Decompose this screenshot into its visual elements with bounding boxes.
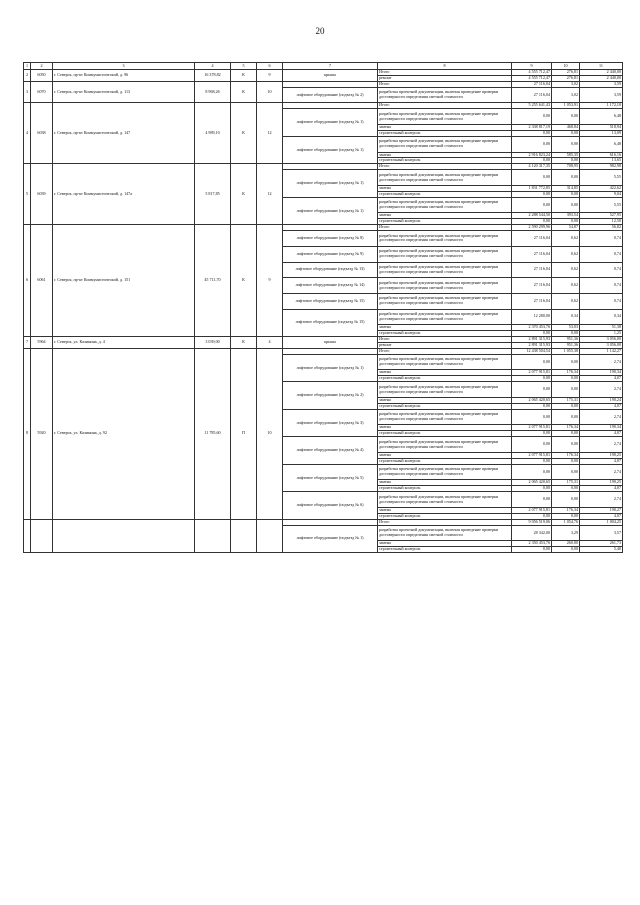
house-code: 6061 xyxy=(31,225,53,337)
cost-per-sqm: 0,00 xyxy=(552,458,580,464)
column-number: 3 xyxy=(53,63,195,70)
table-row xyxy=(24,337,623,343)
cost-limit: 0,74 xyxy=(580,262,623,278)
work-description: строительный контроль xyxy=(378,219,512,225)
work-description: Итого xyxy=(378,519,512,525)
work-description: замена xyxy=(378,452,512,458)
cost-per-sqm: 0,00 xyxy=(552,492,580,508)
house-code: 6039 xyxy=(31,164,53,225)
house-area: 4 989,10 xyxy=(195,103,231,164)
cost-total: 2 590 299,96 xyxy=(512,225,552,231)
house-code xyxy=(31,519,53,552)
cost-limit: 190,25 xyxy=(580,452,623,458)
cost-total: 2 077 915,81 xyxy=(512,452,552,458)
work-description: Итого xyxy=(378,348,512,354)
cost-limit: 5,55 xyxy=(580,170,623,186)
work-description: разработка проектной документации, включая проведение проверки достоверности определения сметной стоимости xyxy=(378,492,512,508)
work-description: замена xyxy=(378,152,512,158)
column-number: 1 xyxy=(24,63,31,70)
work-type: крыша xyxy=(283,70,378,82)
cost-per-sqm: 176,34 xyxy=(552,452,580,458)
floors-count: 9 xyxy=(257,70,283,82)
cost-per-sqm: 0,00 xyxy=(552,219,580,225)
house-area: 5 817,85 xyxy=(195,164,231,225)
cost-per-sqm: 276,81 xyxy=(552,70,580,76)
wall-type: К xyxy=(231,164,257,225)
cost-per-sqm: 1 054,76 xyxy=(552,519,580,525)
cost-limit: 190,27 xyxy=(580,507,623,513)
work-description: разработка проектной документации, включая проведение проверки достоверности определения сметной стоимости xyxy=(378,136,512,152)
cost-per-sqm: 0,00 xyxy=(552,409,580,425)
cost-limit: 3,57 xyxy=(580,525,623,541)
work-type: лифтовое оборудование (подъезд № 6) xyxy=(283,492,378,520)
cost-per-sqm: 0,00 xyxy=(552,136,580,152)
cost-total: 2 916 823,24 xyxy=(512,152,552,158)
cost-total: 0,00 xyxy=(512,547,552,553)
cost-total: 2 338 817,19 xyxy=(512,125,552,131)
wall-type: П xyxy=(231,348,257,519)
cost-total: 0,00 xyxy=(512,513,552,519)
row-number xyxy=(24,519,31,552)
cost-total: 2 065 420,65 xyxy=(512,480,552,486)
cost-total: 0,00 xyxy=(512,109,552,125)
cost-per-sqm: 0,00 xyxy=(552,109,580,125)
cost-per-sqm: 585,35 xyxy=(552,152,580,158)
floors-count: 12 xyxy=(257,103,283,164)
house-code: 6038 xyxy=(31,103,53,164)
cost-total: 4 555 712,47 xyxy=(512,75,552,81)
cost-total: 0,00 xyxy=(512,409,552,425)
cost-total: 0,00 xyxy=(512,376,552,382)
cost-limit: 190,34 xyxy=(580,425,623,431)
cost-limit: 0,74 xyxy=(580,231,623,247)
cost-limit: 527,95 xyxy=(580,213,623,219)
house-address: г. Северск, пр-кт Коммунистический, д. 151 xyxy=(53,225,195,337)
wall-type: К xyxy=(231,81,257,103)
cost-per-sqm: 0,62 xyxy=(552,293,580,309)
work-type: лифтовое оборудование (подъезд № 1) xyxy=(283,170,378,198)
work-description: разработка проектной документации, включая проведение проверки достоверности определения сметной стоимости xyxy=(378,525,512,541)
cost-limit: 5,55 xyxy=(580,197,623,213)
cost-limit: 0,74 xyxy=(580,293,623,309)
wall-type xyxy=(231,519,257,552)
cost-total: 0,00 xyxy=(512,170,552,186)
cost-per-sqm: 314,85 xyxy=(552,185,580,191)
row-number: 5 xyxy=(24,164,31,225)
cost-limit: 190,25 xyxy=(580,480,623,486)
work-type: лифтовое оборудование (подъезд № 4) xyxy=(283,437,378,465)
cost-limit: 13,65 xyxy=(580,158,623,164)
work-type: лифтовое оборудование (подъезд № 13) xyxy=(283,262,378,278)
cost-total: 2 077 915,81 xyxy=(512,425,552,431)
cost-total: 0,00 xyxy=(512,437,552,453)
capital-repair-table xyxy=(23,62,623,553)
house-address: г. Северск, ул. Калинина, д. 92 xyxy=(53,348,195,519)
work-description: разработка проектной документации, включая проведение проверки достоверности определения сметной стоимости xyxy=(378,87,512,103)
work-description: разработка проектной документации, включая проведение проверки достоверности определения сметной стоимости xyxy=(378,293,512,309)
house-area: 45 711,70 xyxy=(195,225,231,337)
work-description: разработка проектной документации, включая проведение проверки достоверности определения сметной стоимости xyxy=(378,246,512,262)
house-address: г. Северск, пр-кт Коммунистический, д. 147 xyxy=(53,103,195,164)
cost-per-sqm: 176,34 xyxy=(552,425,580,431)
column-number: 4 xyxy=(195,63,231,70)
cost-total: 0,00 xyxy=(512,197,552,213)
cost-total: 2 350 453,76 xyxy=(512,541,552,547)
row-number: 4 xyxy=(24,103,31,164)
cost-per-sqm: 54,87 xyxy=(552,225,580,231)
cost-per-sqm: 0,00 xyxy=(552,130,580,136)
column-number: 11 xyxy=(580,63,623,70)
cost-per-sqm: 175,31 xyxy=(552,480,580,486)
work-description: разработка проектной документации, включая проведение проверки достоверности определения сметной стоимости xyxy=(378,109,512,125)
column-number: 9 xyxy=(512,63,552,70)
cost-total: 27 116,04 xyxy=(512,293,552,309)
work-description: Итого xyxy=(378,225,512,231)
column-number: 2 xyxy=(31,63,53,70)
cost-total: 2 891 315,93 xyxy=(512,342,552,348)
house-area: 3 039,00 xyxy=(195,337,231,349)
cost-total: 0,00 xyxy=(512,458,552,464)
row-number: 7 xyxy=(24,337,31,349)
cost-limit: 4,07 xyxy=(580,376,623,382)
cost-per-sqm: 0,62 xyxy=(552,278,580,294)
house-area: 16 378,82 xyxy=(195,70,231,82)
cost-limit: 3,59 xyxy=(580,87,623,103)
cost-total: 0,00 xyxy=(512,331,552,337)
cost-per-sqm: 0,00 xyxy=(552,158,580,164)
cost-limit: 6,48 xyxy=(580,136,623,152)
work-type: лифтовое оборудование (подъезд № 1) xyxy=(283,109,378,137)
cost-per-sqm: 276,81 xyxy=(552,75,580,81)
cost-per-sqm: 176,34 xyxy=(552,370,580,376)
cost-limit: 4,07 xyxy=(580,486,623,492)
cost-limit: 1 004,25 xyxy=(580,519,623,525)
cost-limit: 5,40 xyxy=(580,547,623,553)
cost-limit: 0,34 xyxy=(580,309,623,325)
house-code: 6070 xyxy=(31,81,53,103)
wall-type: К xyxy=(231,225,257,337)
work-type: лифтовое оборудование (подъезд № 1) xyxy=(283,197,378,225)
wall-type: К xyxy=(231,337,257,349)
column-number: 7 xyxy=(283,63,378,70)
cost-limit: 518,94 xyxy=(580,125,623,131)
cost-limit: 4,07 xyxy=(580,403,623,409)
cost-per-sqm: 0,00 xyxy=(552,403,580,409)
cost-total: 27 116,04 xyxy=(512,87,552,103)
cost-limit: 982,98 xyxy=(580,164,623,170)
work-description: разработка проектной документации, включая проведение проверки достоверности определения сметной стоимости xyxy=(378,409,512,425)
cost-total: 0,00 xyxy=(512,464,552,480)
cost-limit: 2,74 xyxy=(580,382,623,398)
row-number: 6 xyxy=(24,225,31,337)
work-description: замена xyxy=(378,541,512,547)
cost-per-sqm: 175,31 xyxy=(552,397,580,403)
cost-total: 9 056 519,06 xyxy=(512,519,552,525)
work-description: строительный контроль xyxy=(378,431,512,437)
cost-per-sqm: 468,84 xyxy=(552,125,580,131)
cost-per-sqm: 0,00 xyxy=(552,354,580,370)
cost-limit: 0,74 xyxy=(580,246,623,262)
work-type: лифтовое оборудование (подъезд № 15) xyxy=(283,309,378,337)
house-code: 5964 xyxy=(31,337,53,349)
house-area: 11 785,60 xyxy=(195,348,231,519)
cost-per-sqm: 0,00 xyxy=(552,431,580,437)
cost-limit: 2,74 xyxy=(580,437,623,453)
column-number: 5 xyxy=(231,63,257,70)
work-description: замена xyxy=(378,425,512,431)
cost-limit: 12,50 xyxy=(580,219,623,225)
cost-per-sqm: 708,95 xyxy=(552,164,580,170)
cost-total: 2 370 453,76 xyxy=(512,325,552,331)
work-description: разработка проектной документации, включая проведение проверки достоверности определения сметной стоимости xyxy=(378,197,512,213)
work-type: лифтовое оборудование (подъезд № 5) xyxy=(283,464,378,492)
work-type: лифтовое оборудование (подъезд № 1) xyxy=(283,525,378,553)
cost-total: 12 438 504,54 xyxy=(512,348,552,354)
cost-per-sqm: 0,00 xyxy=(552,331,580,337)
cost-total: 2 891 315,93 xyxy=(512,337,552,343)
cost-total: 5 255 641,43 xyxy=(512,103,552,109)
cost-total: 1 831 772,85 xyxy=(512,185,552,191)
work-type: лифтовое оборудование (подъезд № 3) xyxy=(283,409,378,437)
cost-total: 0,00 xyxy=(512,136,552,152)
cost-total: 28 342,00 xyxy=(512,525,552,541)
work-description: замена xyxy=(378,185,512,191)
cost-total: 27 116,04 xyxy=(512,81,552,87)
cost-total: 27 116,04 xyxy=(512,278,552,294)
house-address: г. Северск, ул. Калинина, д. 4 xyxy=(53,337,195,349)
cost-per-sqm: 0,00 xyxy=(552,464,580,480)
work-description: разработка проектной документации, включая проведение проверки достоверности определения сметной стоимости xyxy=(378,309,512,325)
cost-limit: 2 440,00 xyxy=(580,75,623,81)
work-description: строительный контроль xyxy=(378,403,512,409)
work-description: Итого xyxy=(378,70,512,76)
cost-limit: 422,62 xyxy=(580,185,623,191)
cost-per-sqm: 393,54 xyxy=(552,213,580,219)
work-description: Итого xyxy=(378,103,512,109)
cost-limit: 1 172,10 xyxy=(580,103,623,109)
table-row xyxy=(24,70,623,76)
house-code: 5920 xyxy=(31,348,53,519)
house-address xyxy=(53,519,195,552)
header-row xyxy=(24,63,623,70)
work-description: разработка проектной документации, включая проведение проверки достоверности определения сметной стоимости xyxy=(378,231,512,247)
cost-per-sqm: 0,00 xyxy=(552,197,580,213)
cost-limit: 4,07 xyxy=(580,431,623,437)
work-description: разработка проектной документации, включая проведение проверки достоверности определения сметной стоимости xyxy=(378,437,512,453)
cost-per-sqm: 0,00 xyxy=(552,513,580,519)
cost-limit: 2 440,00 xyxy=(580,70,623,76)
cost-per-sqm: 1 055,38 xyxy=(552,348,580,354)
cost-limit: 2,74 xyxy=(580,492,623,508)
floors-count xyxy=(257,519,283,552)
house-area xyxy=(195,519,231,552)
cost-limit: 261,73 xyxy=(580,541,623,547)
work-description: ремонт xyxy=(378,342,512,348)
work-description: замена xyxy=(378,507,512,513)
wall-type: К xyxy=(231,103,257,164)
cost-total: 0,00 xyxy=(512,382,552,398)
cost-per-sqm: 0,62 xyxy=(552,262,580,278)
work-description: строительный контроль xyxy=(378,376,512,382)
floors-count: 4 xyxy=(257,337,283,349)
cost-total: 4 555 712,47 xyxy=(512,70,552,76)
column-number: 6 xyxy=(257,63,283,70)
work-description: Итого xyxy=(378,337,512,343)
wall-type: К xyxy=(231,70,257,82)
cost-limit: 51,38 xyxy=(580,325,623,331)
cost-limit: 6,48 xyxy=(580,109,623,125)
work-description: разработка проектной документации, включая проведение проверки достоверности определения сметной стоимости xyxy=(378,354,512,370)
work-description: ремонт xyxy=(378,75,512,81)
cost-total: 0,00 xyxy=(512,130,552,136)
floors-count: 12 xyxy=(257,164,283,225)
cost-limit: 1,25 xyxy=(580,331,623,337)
work-type: лифтовое оборудование (подъезд № 1) xyxy=(283,354,378,382)
cost-total: 0,00 xyxy=(512,219,552,225)
cost-total: 27 116,04 xyxy=(512,262,552,278)
cost-per-sqm: 0,62 xyxy=(552,246,580,262)
cost-total: 12 280,00 xyxy=(512,309,552,325)
work-description: замена xyxy=(378,397,512,403)
cost-per-sqm: 53,03 xyxy=(552,325,580,331)
floors-count: 9 xyxy=(257,225,283,337)
cost-per-sqm: 0,00 xyxy=(552,437,580,453)
house-address: г. Северск, пр-кт Коммунистический, д. 147а xyxy=(53,164,195,225)
table-body xyxy=(24,63,623,553)
cost-per-sqm: 0,00 xyxy=(552,191,580,197)
house-address: г. Северск, пр-кт Коммунистический, д. 96 xyxy=(53,70,195,82)
work-description: замена xyxy=(378,370,512,376)
cost-per-sqm: 3,29 xyxy=(552,525,580,541)
cost-per-sqm: 0,00 xyxy=(552,382,580,398)
house-address: г. Северск, пр-кт Коммунистический, д. 113 xyxy=(53,81,195,103)
cost-total: 0,00 xyxy=(512,492,552,508)
work-description: разработка проектной документации, включая проведение проверки достоверности определения сметной стоимости xyxy=(378,278,512,294)
work-description: строительный контроль xyxy=(378,486,512,492)
work-type: лифтовое оборудование (подъезд № 8) xyxy=(283,231,378,247)
cost-per-sqm: 3,02 xyxy=(552,81,580,87)
cost-limit: 616,16 xyxy=(580,152,623,158)
cost-total: 4 120 317,35 xyxy=(512,164,552,170)
cost-limit: 4,07 xyxy=(580,458,623,464)
cost-per-sqm: 176,34 xyxy=(552,507,580,513)
work-type: лифтовое оборудование (подъезд № 15) xyxy=(283,293,378,309)
cost-per-sqm: 260,80 xyxy=(552,541,580,547)
cost-limit: 13,09 xyxy=(580,130,623,136)
work-description: строительный контроль xyxy=(378,547,512,553)
work-description: Итого xyxy=(378,81,512,87)
cost-per-sqm: 0,00 xyxy=(552,547,580,553)
work-description: строительный контроль xyxy=(378,191,512,197)
cost-total: 2 288 544,50 xyxy=(512,213,552,219)
cost-total: 0,00 xyxy=(512,486,552,492)
cost-total: 2 077 915,81 xyxy=(512,507,552,513)
cost-per-sqm: 0,62 xyxy=(552,231,580,247)
cost-total: 0,00 xyxy=(512,403,552,409)
work-description: строительный контроль xyxy=(378,158,512,164)
cost-limit: 4,07 xyxy=(580,513,623,519)
cost-total: 0,00 xyxy=(512,431,552,437)
row-number: 2 xyxy=(24,70,31,82)
work-description: замена xyxy=(378,213,512,219)
cost-limit: 3 056,00 xyxy=(580,342,623,348)
cost-per-sqm: 0,00 xyxy=(552,376,580,382)
cost-limit: 56,82 xyxy=(580,225,623,231)
house-code: 6050 xyxy=(31,70,53,82)
cost-limit: 3,59 xyxy=(580,81,623,87)
work-description: замена xyxy=(378,480,512,486)
cost-limit: 3 056,00 xyxy=(580,337,623,343)
work-description: разработка проектной документации, включая проведение проверки достоверности определения сметной стоимости xyxy=(378,170,512,186)
work-description: строительный контроль xyxy=(378,331,512,337)
work-description: замена xyxy=(378,325,512,331)
work-description: строительный контроль xyxy=(378,130,512,136)
cost-per-sqm: 951,36 xyxy=(552,337,580,343)
cost-per-sqm: 0,34 xyxy=(552,309,580,325)
cost-limit: 9,04 xyxy=(580,191,623,197)
cost-limit: 0,74 xyxy=(580,278,623,294)
cost-limit: 190,24 xyxy=(580,397,623,403)
cost-limit: 2,74 xyxy=(580,464,623,480)
cost-total: 27 116,04 xyxy=(512,231,552,247)
floors-count: 10 xyxy=(257,348,283,519)
row-number: 8 xyxy=(24,348,31,519)
cost-limit: 190,34 xyxy=(580,370,623,376)
cost-total: 27 116,04 xyxy=(512,246,552,262)
cost-limit: 2,74 xyxy=(580,409,623,425)
work-description: разработка проектной документации, включая проведение проверки достоверности определения сметной стоимости xyxy=(378,262,512,278)
cost-per-sqm: 951,36 xyxy=(552,342,580,348)
work-type: крыша xyxy=(283,337,378,349)
work-type: лифтовое оборудование (подъезд № 2) xyxy=(283,382,378,410)
cost-per-sqm: 1 053,91 xyxy=(552,103,580,109)
row-number: 3 xyxy=(24,81,31,103)
work-type: лифтовое оборудование (подъезд № 9) xyxy=(283,246,378,262)
work-type: лифтовое оборудование (подъезд № 2) xyxy=(283,87,378,103)
cost-per-sqm: 3,02 xyxy=(552,87,580,103)
work-description: строительный контроль xyxy=(378,458,512,464)
column-number: 8 xyxy=(378,63,512,70)
cost-total: 0,00 xyxy=(512,158,552,164)
work-type: лифтовое оборудование (подъезд № 14) xyxy=(283,278,378,294)
cost-per-sqm: 0,00 xyxy=(552,170,580,186)
cost-total: 2 077 915,81 xyxy=(512,370,552,376)
floors-count: 10 xyxy=(257,81,283,103)
cost-total: 0,00 xyxy=(512,354,552,370)
page-number: 20 xyxy=(315,26,325,36)
cost-total: 0,00 xyxy=(512,191,552,197)
house-area: 8 968,26 xyxy=(195,81,231,103)
work-description: Итого xyxy=(378,164,512,170)
cost-limit: 1 142,27 xyxy=(580,348,623,354)
cost-per-sqm: 0,00 xyxy=(552,486,580,492)
cost-total: 2 065 420,65 xyxy=(512,397,552,403)
cost-limit: 2,74 xyxy=(580,354,623,370)
work-description: замена xyxy=(378,125,512,131)
column-number: 10 xyxy=(552,63,580,70)
work-description: разработка проектной документации, включая проведение проверки достоверности определения сметной стоимости xyxy=(378,382,512,398)
work-description: разработка проектной документации, включая проведение проверки достоверности определения сметной стоимости xyxy=(378,464,512,480)
work-type: лифтовое оборудование (подъезд № 1) xyxy=(283,136,378,164)
work-description: строительный контроль xyxy=(378,513,512,519)
